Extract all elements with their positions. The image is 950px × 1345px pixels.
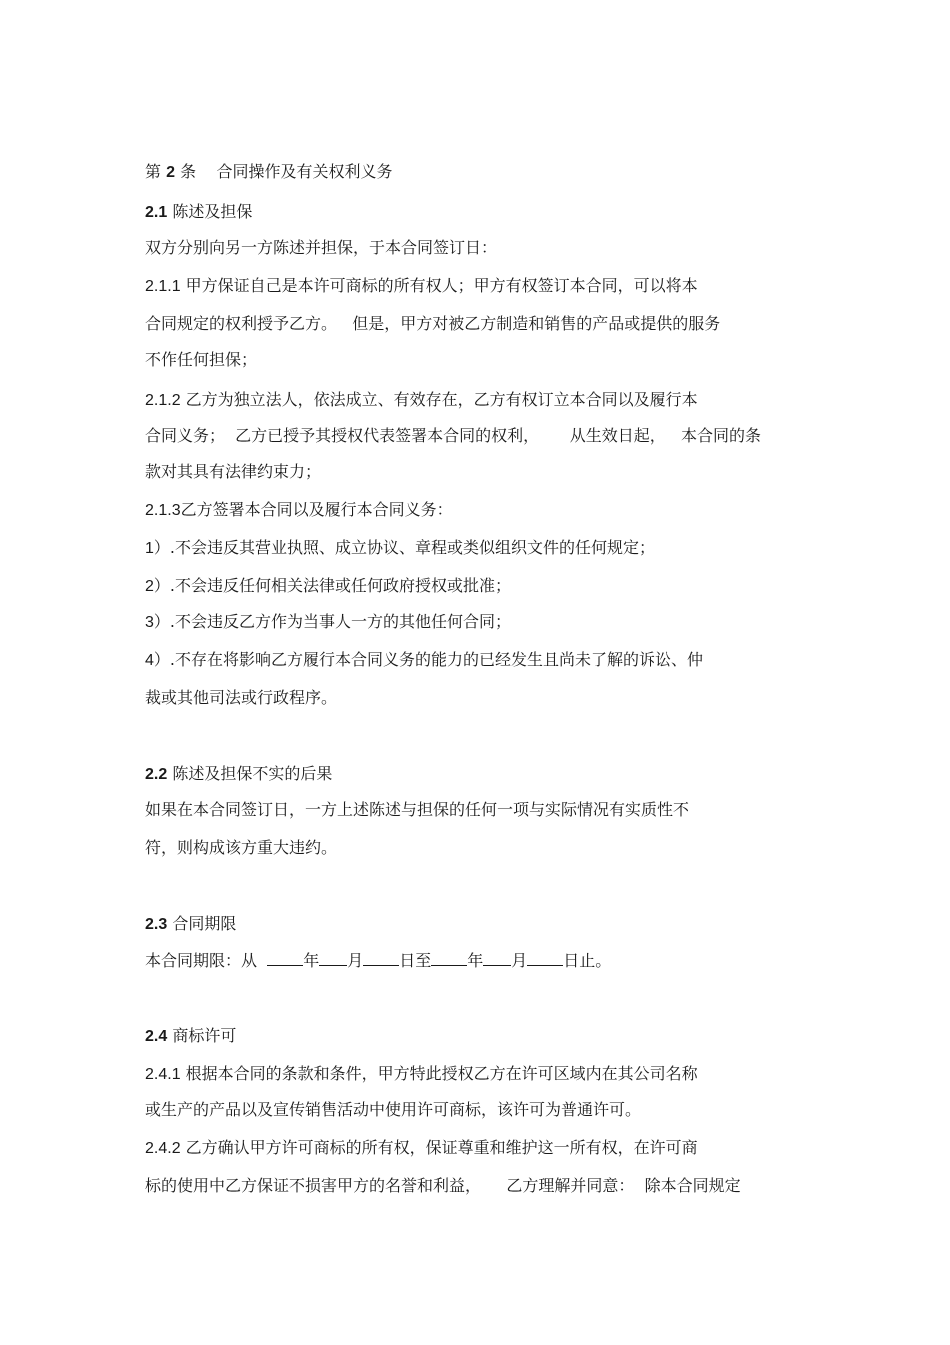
- section-title: 商标许可: [172, 1026, 237, 1045]
- article-prefix: 第: [145, 162, 162, 181]
- section-2-1-heading: [145, 202, 252, 223]
- year-label: 年: [303, 951, 320, 970]
- day-end-label: 日止。: [563, 951, 612, 970]
- clause-number: 2.1.2: [145, 392, 181, 409]
- clause-2-1-2-line-1: [145, 390, 698, 411]
- clause-2-4-1-line-1: [145, 1064, 698, 1085]
- section-2-2-line-2: 符，则构成该方重大违约。: [145, 838, 338, 857]
- list-item-number: 1）: [145, 540, 170, 557]
- clause-text: 乙方为独立法人，依法成立、有效存在，乙方有权订立本合同以及履行本: [180, 390, 698, 409]
- section-2-4-heading: [145, 1026, 236, 1047]
- start-day-blank[interactable]: [363, 950, 399, 966]
- clause-2-4-1-line-2: 或生产的产品以及宣传销售活动中使用许可商标，该许可为普通许可。: [145, 1100, 642, 1119]
- section-number: 2.4: [145, 1028, 168, 1045]
- clause-2-1-2-line-2: 合同义务； 乙方已授予其授权代表签署本合同的权利， 从生效日起， 本合同的条: [145, 426, 761, 445]
- term-label: 本合同期限：从: [145, 951, 258, 970]
- clause-2-1-3-line-1: [145, 500, 453, 521]
- article-title: 合同操作及有关权利义务: [216, 162, 393, 181]
- clause-2-1-2-line-3: 款对其具有法律约束力；: [145, 462, 322, 481]
- day-to-label: 日至: [399, 951, 432, 970]
- list-item-text: .不会违反任何相关法律或任何政府授权或批准；: [169, 576, 511, 595]
- clause-2-4-2-line-1: [145, 1138, 698, 1159]
- clause-2-1-1-line-1: [145, 276, 698, 297]
- clause-text: 乙方确认甲方许可商标的所有权，保证尊重和维护这一所有权，在许可商: [180, 1138, 698, 1157]
- clause-number: 2.4.2: [145, 1140, 181, 1157]
- article-number: 2: [166, 164, 176, 181]
- list-item: [145, 650, 703, 671]
- clause-2-1-1-line-3: 不作任何担保；: [145, 350, 258, 369]
- list-item-number: 3）: [145, 614, 170, 631]
- clause-number: 2.1.3: [145, 502, 181, 519]
- list-item: [145, 576, 511, 597]
- list-item: [145, 538, 655, 559]
- clause-text: 根据本合同的条款和条件，甲方特此授权乙方在许可区域内在其公司名称: [180, 1064, 698, 1083]
- list-item-continuation: 裁或其他司法或行政程序。: [145, 688, 338, 707]
- clause-2-1-1-line-2: 合同规定的权利授予乙方。 但是，甲方对被乙方制造和销售的产品或提供的服务: [145, 314, 721, 333]
- section-2-2-line-1: 如果在本合同签订日，一方上述陈述与担保的任何一项与实际情况有实质性不: [145, 800, 690, 819]
- section-title: 陈述及担保不实的后果: [172, 764, 333, 783]
- clause-text: 甲方保证自己是本许可商标的所有权人；甲方有权签订本合同，可以将本: [180, 276, 698, 295]
- end-year-blank[interactable]: [431, 950, 467, 966]
- month-label: 月: [511, 951, 528, 970]
- clause-number: 2.4.1: [145, 1066, 181, 1083]
- section-2-1-intro: 双方分别向另一方陈述并担保，于本合同签订日：: [145, 238, 498, 257]
- list-item: [145, 612, 511, 633]
- list-item-text: .不存在将影响乙方履行本合同义务的能力的已经发生且尚未了解的诉讼、仲: [169, 650, 703, 669]
- section-2-3-heading: [145, 914, 236, 935]
- contract-term-line: [145, 950, 611, 971]
- list-item-number: 4）: [145, 652, 170, 669]
- section-title: 合同期限: [172, 914, 237, 933]
- section-title: 陈述及担保: [172, 202, 253, 221]
- article-heading: [145, 162, 392, 183]
- clause-2-4-2-line-2: 标的使用中乙方保证不损害甲方的名誉和利益， 乙方理解并同意： 除本合同规定: [145, 1176, 741, 1195]
- year-label: 年: [467, 951, 484, 970]
- section-number: 2.2: [145, 766, 168, 783]
- section-number: 2.1: [145, 204, 168, 221]
- start-year-blank[interactable]: [267, 950, 303, 966]
- section-2-2-heading: [145, 764, 332, 785]
- end-month-blank[interactable]: [483, 950, 511, 966]
- list-item-number: 2）: [145, 578, 170, 595]
- clause-text: 乙方签署本合同以及履行本合同义务：: [180, 500, 453, 519]
- start-month-blank[interactable]: [319, 950, 347, 966]
- list-item-text: .不会违反乙方作为当事人一方的其他任何合同；: [169, 612, 511, 631]
- article-suffix: 条: [180, 162, 197, 181]
- month-label: 月: [347, 951, 364, 970]
- list-item-text: .不会违反其营业执照、成立协议、章程或类似组织文件的任何规定；: [169, 538, 655, 557]
- end-day-blank[interactable]: [527, 950, 563, 966]
- section-number: 2.3: [145, 916, 168, 933]
- clause-number: 2.1.1: [145, 278, 181, 295]
